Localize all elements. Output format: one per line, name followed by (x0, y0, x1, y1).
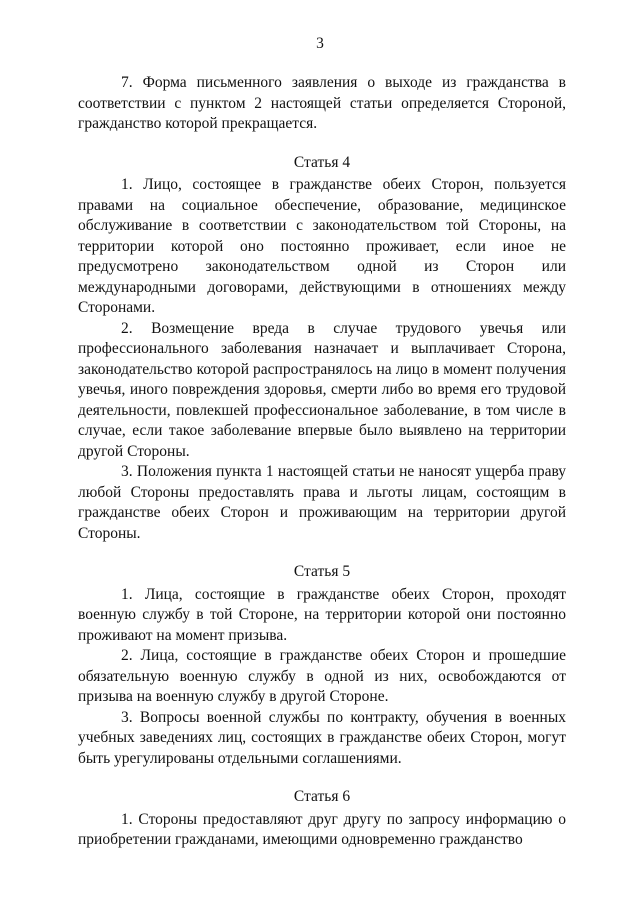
spacer (78, 769, 566, 787)
page-number: 3 (316, 35, 324, 52)
article-paragraph: 3. Положения пункта 1 настоящей статьи не наносят ущерба праву любой Стороны предоставлять права и льготы лицам, состоящим в гражданстве обеих Сторон и проживающим на территории другой Стороны. (78, 463, 566, 542)
article-paragraph: 1. Стороны предоставляют друг другу по запросу информацию о приобретении гражданами, имеющими одновременно гражданство (78, 810, 566, 848)
spacer (78, 135, 566, 153)
spacer (78, 544, 566, 562)
article-paragraph: 1. Лицо, состоящее в гражданстве обеих Сторон, пользуется правами на социальное обеспечение, образование, медицинское обслуживание в соответствии с законодательством той Стороны, на территории которой оно постоянно проживает, если иное не предусмотрено законодательством одной из Сторон или международными договорами, действующими в отношениях между Сторонами. (78, 176, 566, 316)
article-paragraph: 2. Лица, состоящие в гражданстве обеих Сторон и прошедшие обязательную военную службу в одной из них, освобождаются от призыва на военную службу в другой Стороне. (78, 647, 566, 705)
article-paragraph: 2. Возмещение вреда в случае трудового увечья или профессионального заболевания назначает и выплачивает Сторона, законодательство которой распространялось на лицо в момент получения увечья, иного повреждения здоровья, смерти либо во время его трудовой деятельности, повлекшей профессиональное заболевание, в том числе в случае, если такое заболевание впервые было выявлено на территории другой Стороны. (78, 319, 566, 460)
article-paragraph: 1. Лица, состоящие в гражданстве обеих Сторон, проходят военную службу в той Стороне, на территории которой они постоянно проживают на момент призыва. (78, 585, 566, 644)
article-heading: Статья 5 (293, 563, 351, 580)
article-heading: Статья 6 (293, 788, 351, 805)
article-4-section (78, 153, 566, 545)
document-body (78, 73, 566, 851)
article-6-section (78, 787, 566, 851)
article-paragraph: 3. Вопросы военной службы по контракту, обучения в военных учебных заведениях лиц, состоящих в гражданстве обеих Сторон, могут быть урегулированы отдельными соглашениями. (78, 708, 566, 767)
article-heading: Статья 4 (293, 153, 351, 171)
intro-paragraph: 7. Форма письменного заявления о выходе из гражданства в соответствии с пунктом 2 настоящей статьи определяется Стороной, гражданство которой прекращается. (78, 74, 566, 132)
article-5-section (78, 562, 566, 769)
